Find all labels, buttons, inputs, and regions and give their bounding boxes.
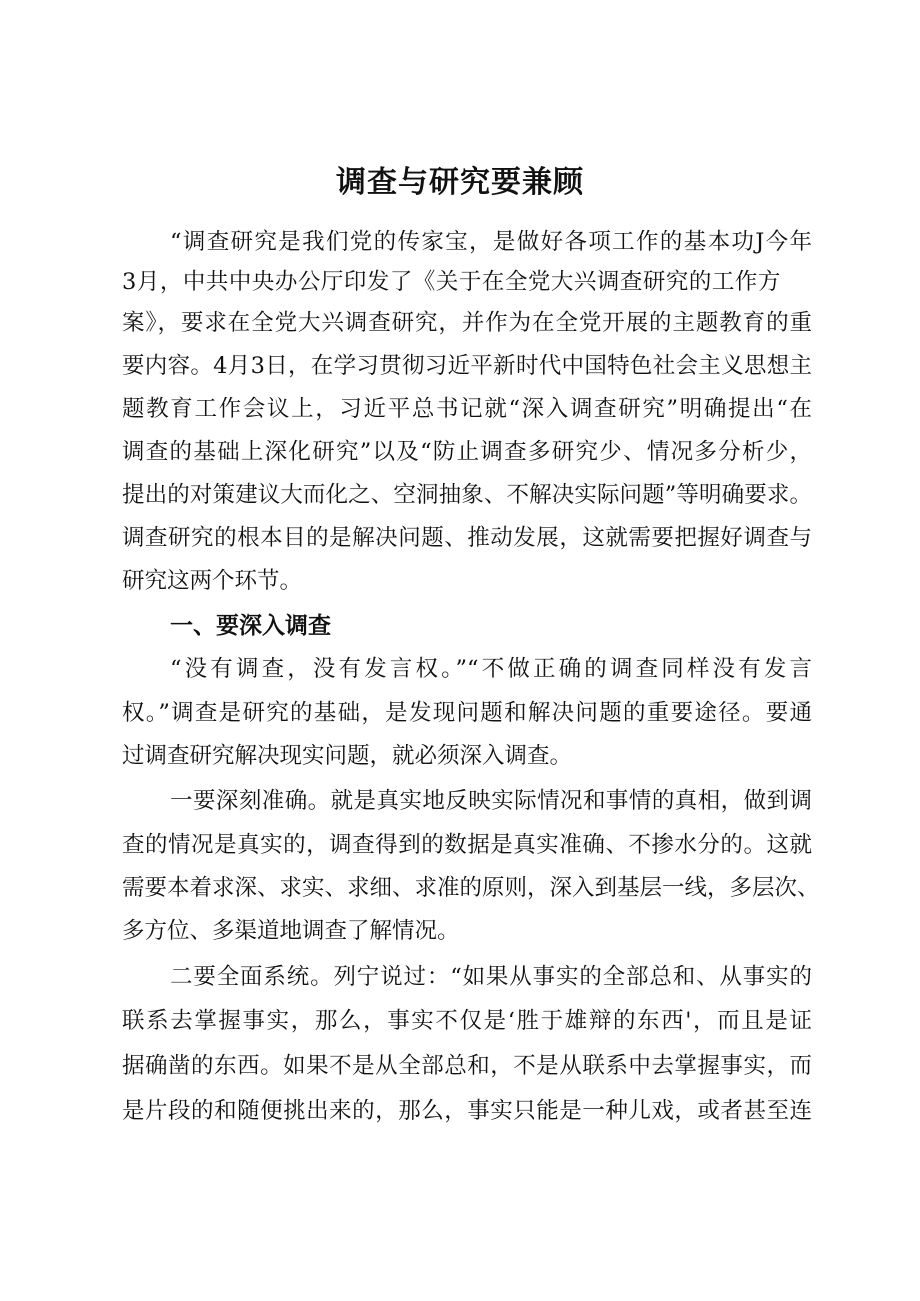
point-one-line: 一要深刻准确。就是真实地反映实际情况和事情的真相，做到调 (170, 788, 812, 814)
point-one-line: 查的情况是真实的，调查得到的数据是真实准确、不掺水分的。这就 (122, 832, 812, 858)
intro-line: 调查的基础上深化研究”以及“防止调查多研究少、情况多分析少， (122, 439, 812, 465)
intro-line: “调查研究是我们党的传家宝，是做好各项工作的基本功J今年 (170, 229, 812, 255)
document-title: 调查与研究要兼顾 (336, 165, 584, 200)
point-two-line: 二要全面系统。列宁说过：“如果从事实的全部总和、从事实的 (170, 964, 812, 990)
point-two-line: 是片段的和随便挑出来的，那么，事实只能是一种儿戏，或者甚至连 (122, 1098, 812, 1124)
point-two-line: 联系去掌握事实，那么，事实不仅是‘胜于雄辩的东西'，而且是证 (122, 1008, 812, 1034)
point-one-line: 多方位、多渠道地调查了解情况。 (122, 918, 460, 944)
section-para-line: “没有调查，没有发言权。”“不做正确的调查同样没有发言 (170, 656, 812, 682)
intro-line: 要内容。4月3日，在学习贯彻习近平新时代中国特色社会主义思想主 (122, 353, 812, 379)
section-para-line: 权。”调查是研究的基础，是发现问题和解决问题的重要途径。要通 (122, 700, 812, 726)
intro-line: 题教育工作会议上，习近平总书记就“深入调查研究”明确提出“在 (122, 396, 812, 422)
intro-line: 提出的对策建议大而化之、空洞抽象、不解决实际问题”等明确要求。 (122, 482, 812, 508)
section-heading: 一、要深入调查 (170, 613, 331, 639)
section-para-line: 过调查研究解决现实问题，就必须深入调查。 (122, 743, 573, 769)
point-one-line: 需要本着求深、求实、求细、求准的原则，深入到基层一线，多层次、 (122, 875, 820, 901)
point-two-line: 据确凿的东西。如果不是从全部总和，不是从联系中去掌握事实，而 (122, 1053, 812, 1079)
intro-line: 案》，要求在全党大兴调查研究，并作为在全党开展的主题教育的重 (122, 310, 812, 336)
intro-line: 调查研究的根本目的是解决问题、推动发展，这就需要把握好调查与 (122, 525, 812, 551)
intro-line: 研究这两个环节。 (122, 568, 303, 594)
intro-line: 3月，中共中央办公厅印发了《关于在全党大兴调查研究的工作方 (122, 269, 781, 295)
